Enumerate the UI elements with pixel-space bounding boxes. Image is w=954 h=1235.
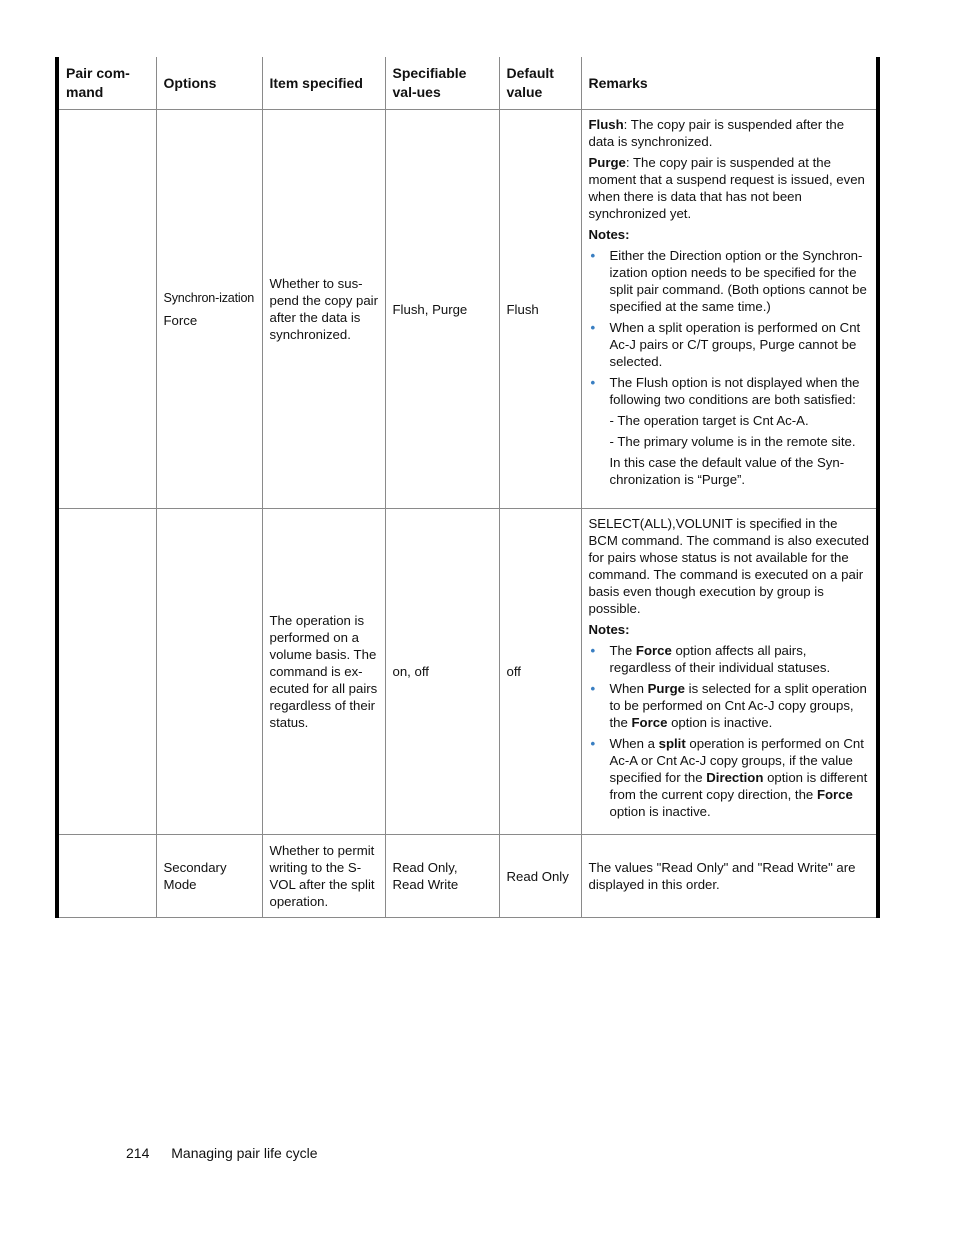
table-row <box>57 509 878 835</box>
section-title: Managing pair life cycle <box>171 1145 318 1161</box>
default-cell: off <box>499 509 581 835</box>
table-row <box>57 110 878 509</box>
option-synchronization: Synchron-ization <box>163 290 255 305</box>
header-specifiable-values: Specifiable val-ues <box>385 57 499 110</box>
list-item: • Either the Direction option or the Synchron-ization option needs to be specified for the split pair command. (Both options cannot be specified at the same time.) <box>590 248 867 314</box>
header-remarks: Remarks <box>581 57 878 110</box>
notes-label: Notes: <box>588 622 630 637</box>
default-cell: Flush <box>499 110 581 509</box>
purge-remark: Purge: The copy pair is suspended at the moment that a suspend request is issued, even when there is data that has not been synchronized yet. <box>588 155 865 221</box>
list-item: • The Flush option is not displayed when the following two conditions are both satisfied: - The operation target is Cnt Ac-A. - The primary volume is in the remote site. In this case the default value of the Syn-chronization is “Purge”. <box>589 374 871 488</box>
option-cell <box>156 509 262 835</box>
option-force: Force <box>163 312 198 328</box>
bullet-icon: • <box>590 375 596 390</box>
item-cell: The operation is performed on a volume basis. The command is ex-ecuted for all pairs regardless of their status. <box>262 509 385 835</box>
bullet-icon: • <box>590 320 596 335</box>
option-cell: Secondary Mode <box>156 835 262 918</box>
remarks-cell <box>581 509 878 835</box>
notes-list <box>589 642 871 820</box>
bullet-icon: • <box>590 681 596 696</box>
list-item: • When a split operation is performed on Cnt Ac-J pairs or C/T groups, Purge cannot be selected. <box>590 320 861 369</box>
header-pair-command: Pair com-mand <box>57 57 156 110</box>
sub-note: - The primary volume is in the remote site. <box>609 434 856 449</box>
sub-note: - The operation target is Cnt Ac-A. <box>609 413 809 428</box>
header-row <box>57 57 878 110</box>
page-number: 214 <box>126 1145 150 1161</box>
values-cell: Flush, Purge <box>385 110 499 509</box>
volunit-remark: SELECT(ALL),VOLUNIT is specified in the BCM command. The command is also executed for pairs whose status is not available for the command. The command is executed on a pair basis even though execution by group is possible. <box>588 516 869 616</box>
pair-command-cell <box>57 110 156 509</box>
page-footer <box>126 1145 318 1161</box>
pair-command-cell <box>57 509 156 835</box>
values-cell: Read Only, Read Write <box>385 835 499 918</box>
bullet-icon: • <box>590 248 596 263</box>
remarks-cell: The values "Read Only" and "Read Write" are displayed in this order. <box>581 835 878 918</box>
sub-note: In this case the default value of the Syn-chronization is “Purge”. <box>609 455 845 487</box>
item-cell: Whether to permit writing to the S-VOL after the split operation. <box>262 835 385 918</box>
header-default-value: Default value <box>499 57 581 110</box>
header-options: Options <box>156 57 262 110</box>
default-cell: Read Only <box>499 835 581 918</box>
list-item: • When Purge is selected for a split operation to be performed on Cnt Ac-J copy groups, the Force option is inactive. <box>590 681 867 730</box>
notes-label: Notes: <box>588 227 630 242</box>
pair-command-cell <box>57 835 156 918</box>
flush-remark: Flush: The copy pair is suspended after the data is synchronized. <box>588 117 845 149</box>
spec-table <box>55 57 880 918</box>
remarks-cell <box>581 110 878 509</box>
list-item: • When a split operation is performed on Cnt Ac-A or Cnt Ac-J copy groups, if the value specified for the Direction option is different from the current copy direction, the Force option is inactive. <box>590 736 868 819</box>
values-cell: on, off <box>385 509 499 835</box>
item-cell: Whether to sus-pend the copy pair after the data is synchronized. <box>262 110 385 509</box>
bullet-icon: • <box>590 736 596 751</box>
notes-list <box>589 247 871 488</box>
option-cell <box>156 110 262 509</box>
table-row <box>57 835 878 918</box>
header-item-specified: Item specified <box>262 57 385 110</box>
list-item: • The Force option affects all pairs, regardless of their individual statuses. <box>590 643 831 675</box>
bullet-icon: • <box>590 643 596 658</box>
